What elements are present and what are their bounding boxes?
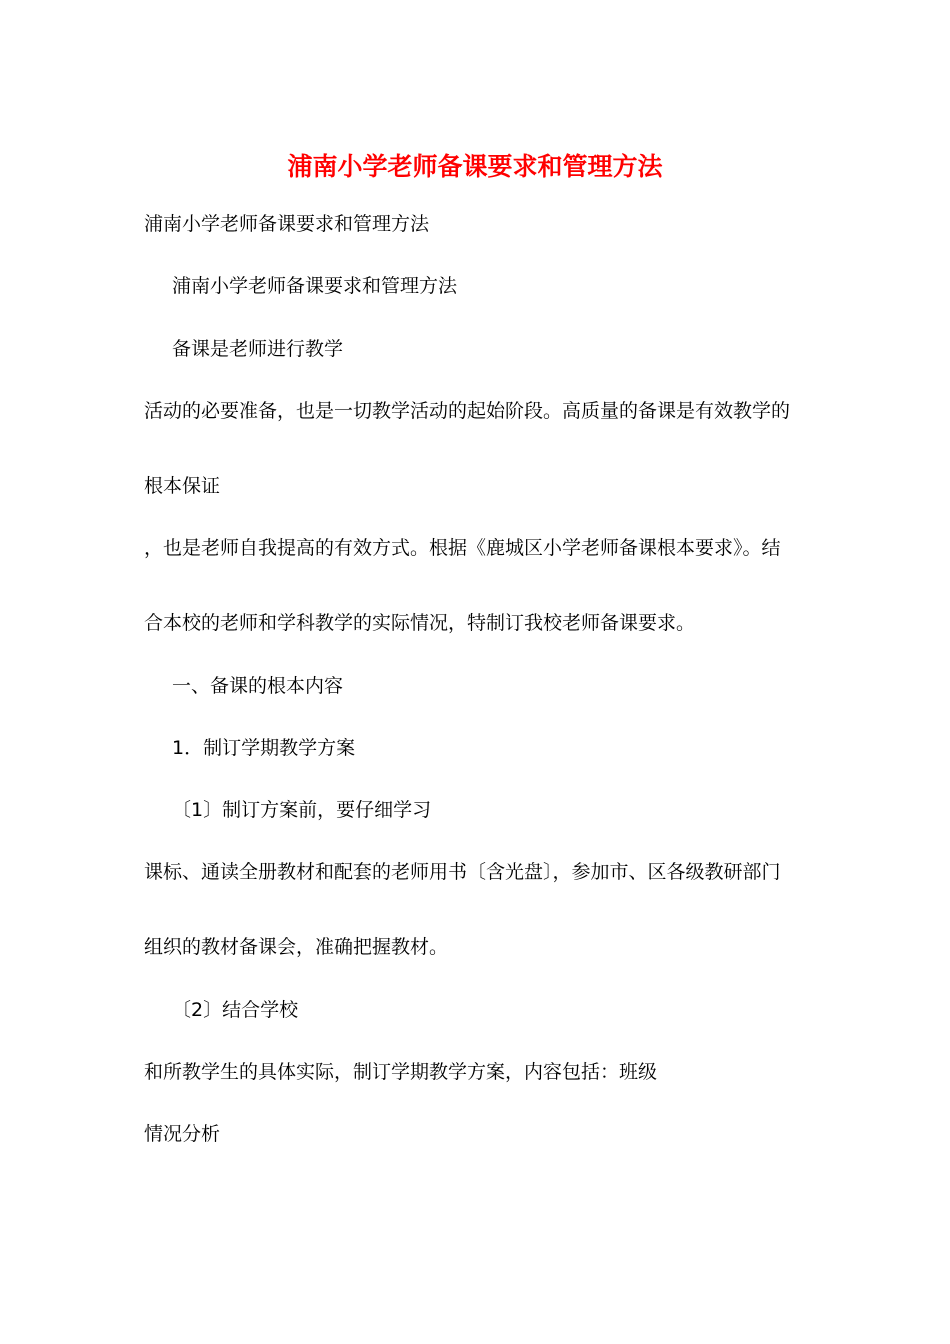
paragraph-line: 浦南小学老师备课要求和管理方法 bbox=[172, 275, 458, 297]
paragraph-line: 情况分析 bbox=[144, 1123, 221, 1145]
paragraph-line: 和所教学生的具体实际，制订学期教学方案，内容包括：班级 bbox=[144, 1061, 658, 1083]
paragraph-line: 活动的必要准备，也是一切教学活动的起始阶段。高质量的备课是有效教学的 bbox=[144, 400, 791, 422]
paragraph-line: 合本校的老师和学科教学的实际情况，特制订我校老师备课要求。 bbox=[144, 612, 696, 634]
document-title: 浦南小学老师备课要求和管理方法 bbox=[287, 152, 663, 181]
paragraph-line: 备课是老师进行教学 bbox=[172, 338, 344, 360]
paragraph-line: ，也是老师自我提高的有效方式。根据《鹿城区小学老师备课根本要求》。结 bbox=[144, 537, 781, 559]
paragraph-line: 课标、通读全册教材和配套的老师用书〔含光盘〕，参加市、区各级教研部门 bbox=[144, 861, 781, 883]
paragraph-line: 浦南小学老师备课要求和管理方法 bbox=[144, 213, 430, 235]
paragraph-line: 〔1〕制订方案前，要仔细学习 bbox=[172, 799, 432, 821]
section-heading: 一、备课的根本内容 bbox=[172, 675, 344, 697]
paragraph-line: 组织的教材备课会，准确把握教材。 bbox=[144, 936, 449, 958]
paragraph-line: 〔2〕结合学校 bbox=[172, 999, 299, 1021]
subsection-heading: 1．制订学期教学方案 bbox=[172, 737, 356, 759]
paragraph-line: 根本保证 bbox=[144, 475, 221, 497]
